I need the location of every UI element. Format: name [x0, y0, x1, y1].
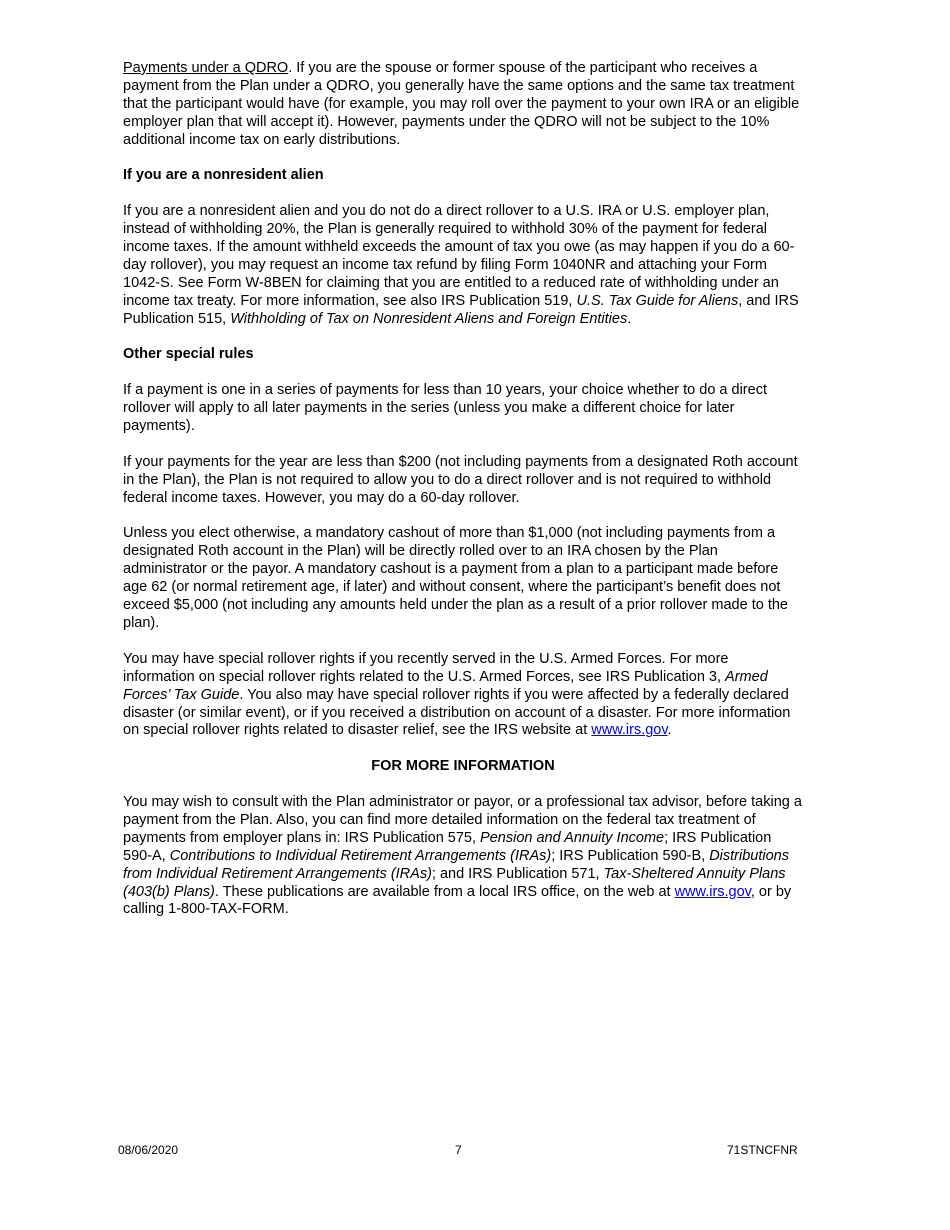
more-info-paragraph [123, 794, 803, 919]
armed-forces-text-2: . You also may have special rollover rights if you were affected by a federally declared disaster (or similar event), or if you received a distribution on account of a disaster. For more information on special rollover rights related to disaster relief, see the IRS website at [123, 686, 791, 739]
footer-page-number: 7 [455, 1143, 462, 1157]
nonresident-text-3: . [627, 310, 632, 327]
armed-forces-text-3: . [667, 722, 672, 739]
more-info-text-a: You may wish to consult with the Plan administrator or payor, or a professional tax advisor, before taking a payment from the Plan. Also, you can find more detailed information on the federal tax treatment of payments from employer plans in: IRS Publication 575, [123, 794, 802, 846]
qdro-paragraph [123, 60, 803, 150]
armed-forces-text-1: You may have special rollover rights if you recently served in the U.S. Armed Forces. For more information on special rollover rights related to the U.S. Armed Forces, see IRS Publication 3, [123, 650, 729, 685]
pub-3-title: Armed Forces’ Tax Guide [123, 668, 768, 703]
irs-website-link[interactable]: www.irs.gov [591, 722, 668, 739]
footer-form-code: 71STNCFNR [727, 1143, 798, 1157]
other-rules-heading: Other special rules [123, 346, 254, 363]
more-info-text-f: , or by calling 1-800-TAX-FORM. [123, 883, 792, 918]
nonresident-text-1: If you are a nonresident alien and you do not do a direct rollover to a U.S. IRA or U.S. employer plan, instead of withholding 20%, the Plan is generally required to withhold 30% of the payment for federal income taxes. If the amount withheld exceeds the amount of tax you owe (as may happen if you do a 60-day rollover), you may request an income tax refund by filing Form 1040NR and attaching your Form 1042-S. See Form W-8BEN for claiming that you are entitled to a reduced rate of withholding under an income tax treaty. For more information, see also IRS Publication 519, [123, 203, 795, 309]
nonresident-heading: If you are a nonresident alien [123, 167, 324, 184]
small-payments-paragraph: If your payments for the year are less than $200 (not including payments from a designated Roth account in the Plan), the Plan is not required to allow you to do a direct rollover and is not required to withhold federal income taxes. However, you may do a 60-day rollover. [123, 453, 798, 506]
qdro-title: Payments under a QDRO [123, 60, 289, 76]
document-body [123, 60, 803, 937]
nonresident-paragraph [123, 203, 803, 328]
more-info-text-d: ; and IRS Publication 571, [431, 865, 604, 882]
more-info-heading: FOR MORE INFORMATION [371, 758, 555, 775]
armed-forces-paragraph [123, 651, 803, 741]
footer-date: 08/06/2020 [118, 1143, 179, 1157]
irs-website-link-2[interactable]: www.irs.gov [674, 883, 751, 900]
series-payments-paragraph: If a payment is one in a series of payments for less than 10 years, your choice whether to do a direct rollover will apply to all later payments in the series (unless you make a different choice for later payments). [123, 382, 767, 435]
more-info-text-e: . These publications are available from a local IRS office, on the web at [214, 883, 675, 900]
pub-590a-title: Contributions to Individual Retirement Arrangements (IRAs) [169, 847, 552, 864]
pub-575-title: Pension and Annuity Income [480, 829, 665, 846]
more-info-text-c: ; IRS Publication 590-B, [551, 847, 710, 864]
nonresident-text-2: , and IRS Publication 515, [123, 292, 799, 327]
qdro-text: . If you are the spouse or former spouse of the participant who receives a payment from the Plan under a QDRO, you generally have the same options and the same tax treatment that the participant would have (for example, you may roll over the payment to your own IRA or an eligible employer plan that will accept it). However, payments under the QDRO will not be subject to the 10% additional income tax on early distributions. [123, 60, 800, 148]
pub-571-title: Tax-Sheltered Annuity Plans (403(b) Plans) [123, 865, 786, 900]
more-info-text-b: ; IRS Publication 590-A, [123, 829, 772, 864]
pub-590b-title: Distributions from Individual Retirement Arrangements (IRAs) [123, 847, 789, 882]
mandatory-cashout-paragraph: Unless you elect otherwise, a mandatory cashout of more than $1,000 (not including payments from a designated Roth account in the Plan) will be directly rolled over to an IRA chosen by the Plan administrator or the payor. A mandatory cashout is a payment from a plan to a participant made before age 62 (or normal retirement age, if later) and without consent, where the participant’s benefit does not exceed $5,000 (not including any amounts held under the plan as a result of a prior rollover made to the plan). [123, 525, 788, 631]
pub-519-title: U.S. Tax Guide for Aliens [576, 292, 739, 309]
pub-515-title: Withholding of Tax on Nonresident Aliens and Foreign Entities [230, 310, 628, 327]
